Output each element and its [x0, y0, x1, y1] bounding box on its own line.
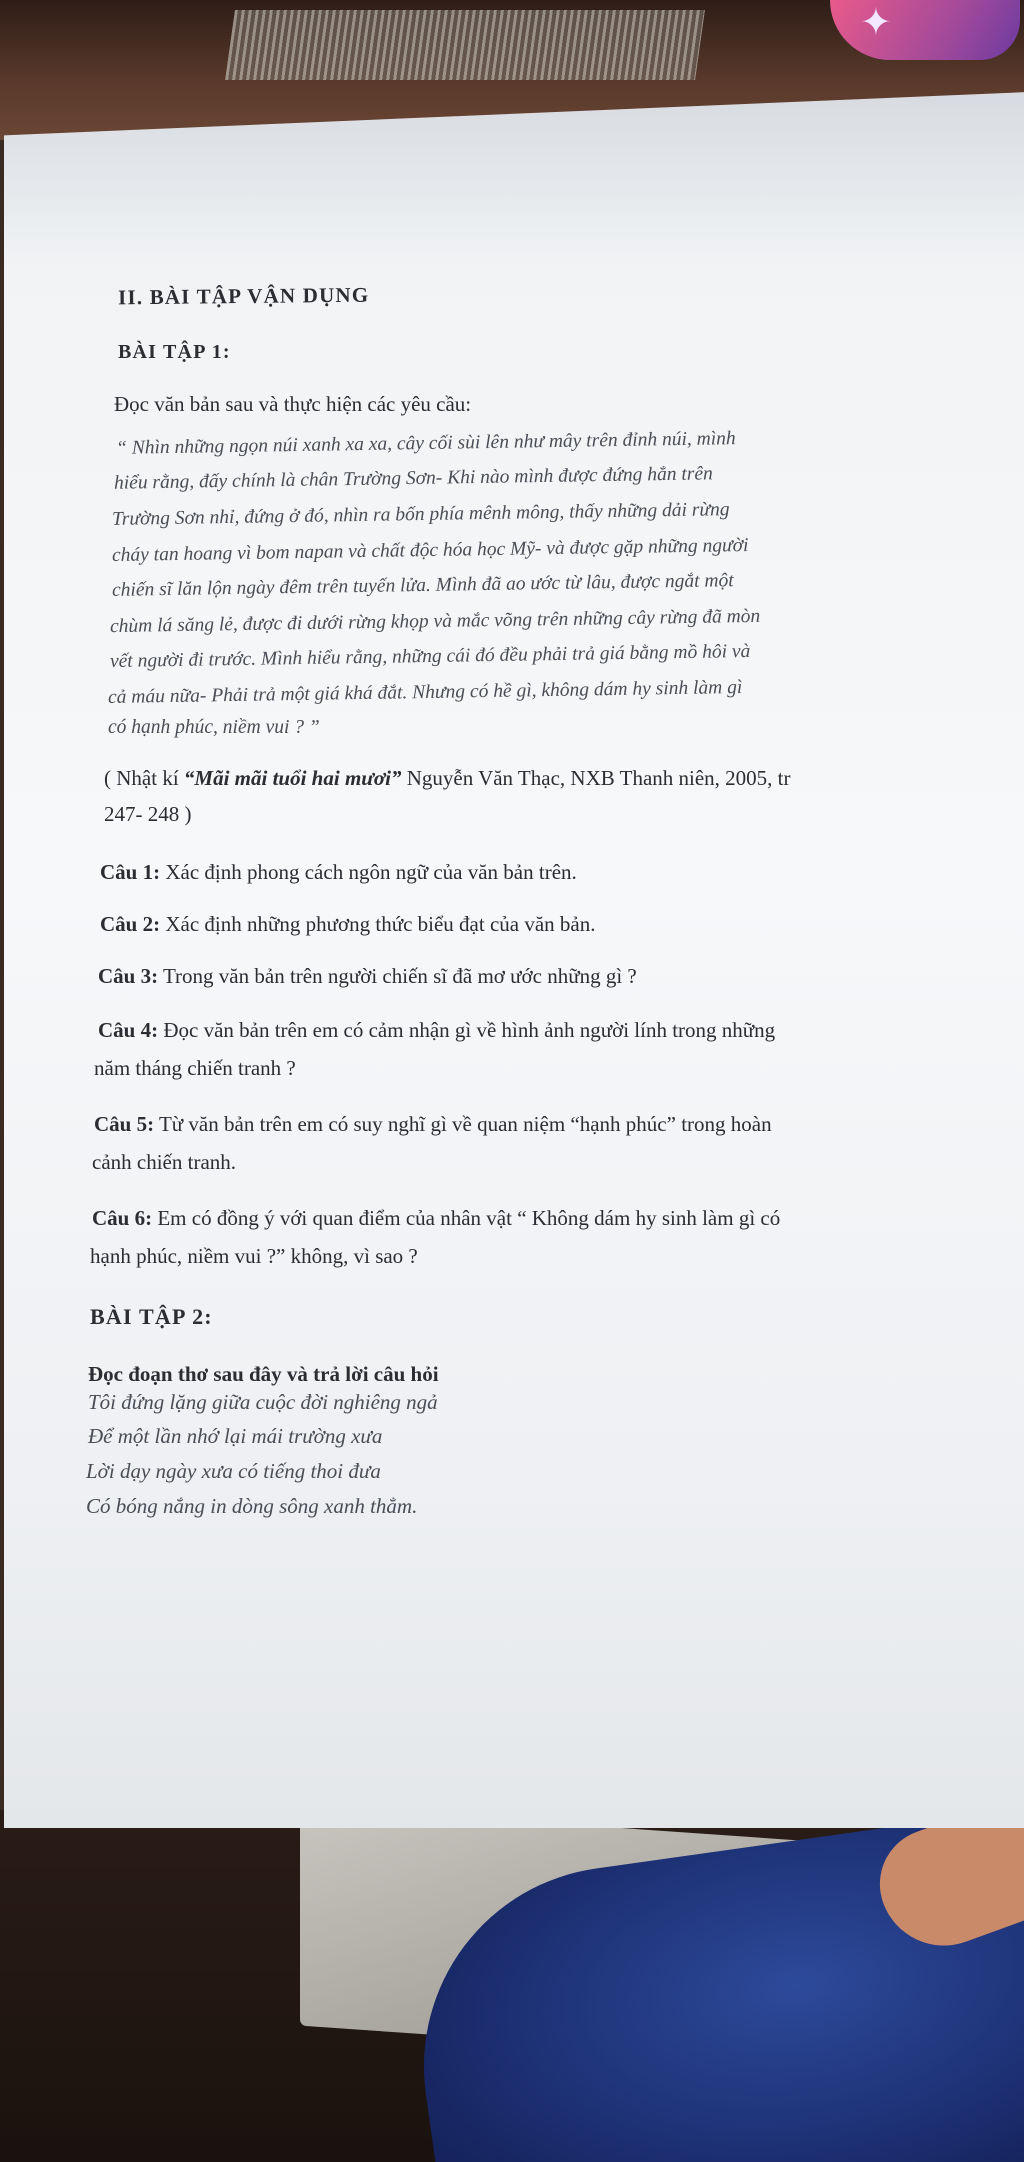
- poem-line: Lời dạy ngày xưa có tiếng thoi đưa: [86, 1459, 381, 1483]
- passage-line: chùm lá săng lẻ, được đi dưới rừng khọp và mắc võng trên những cây rừng đã mòn: [109, 605, 761, 638]
- question-label: Câu 5:: [94, 1112, 155, 1136]
- question-6: [92, 1208, 780, 1229]
- source-citation: [104, 768, 791, 789]
- question-text: Từ văn bản trên em có suy nghĩ gì về quan niệm “hạnh phúc” trong hoàn: [154, 1112, 772, 1136]
- section-title: II. BÀI TẬP VẬN DỤNG: [117, 282, 370, 310]
- question-label: Câu 1:: [100, 860, 161, 884]
- source-prefix: ( Nhật kí: [104, 766, 184, 790]
- question-label: Câu 2:: [100, 912, 161, 936]
- question-text: Em có đồng ý với quan điểm của nhân vật “ Không dám hy sinh làm gì có: [152, 1206, 781, 1230]
- question-text: Trong văn bản trên người chiến sĩ đã mơ ước những gì ?: [158, 964, 637, 988]
- passage-line: có hạnh phúc, niềm vui ? ”: [108, 717, 320, 738]
- question-4: [98, 1020, 775, 1041]
- question-text: Xác định những phương thức biểu đạt của văn bản.: [160, 912, 596, 936]
- source-suffix: Nguyễn Văn Thạc, NXB Thanh niên, 2005, tr: [401, 766, 791, 790]
- question-label: Câu 3:: [98, 964, 159, 988]
- source-pages: 247- 248 ): [104, 802, 192, 826]
- poem-line: Tôi đứng lặng giữa cuộc đời nghiêng ngả: [88, 1390, 438, 1414]
- question-6-continued: hạnh phúc, niềm vui ?” không, vì sao ?: [90, 1244, 418, 1268]
- exercise-2-instruction: Đọc đoạn thơ sau đây và trả lời câu hỏi: [88, 1362, 439, 1386]
- poem-line: Có bóng nắng in dòng sông xanh thẳm.: [86, 1494, 418, 1518]
- passage-line: Trường Sơn nhỉ, đứng ở đó, nhìn ra bốn phía mênh mông, thấy những dải rừng: [111, 499, 730, 530]
- question-text: Xác định phong cách ngôn ngữ của văn bản trên.: [160, 860, 577, 884]
- passage-line: “ Nhìn những ngọn núi xanh xa xa, cây cối sùi lên như mây trên đỉnh núi, mình: [115, 428, 736, 459]
- exercise-1-instruction: Đọc văn bản sau và thực hiện các yêu cầu:: [114, 392, 472, 416]
- question-4-continued: năm tháng chiến tranh ?: [94, 1056, 296, 1080]
- question-label: Câu 6:: [92, 1206, 153, 1230]
- question-1: [100, 862, 577, 883]
- question-label: Câu 4:: [98, 1018, 159, 1042]
- question-2: [100, 914, 596, 935]
- passage-line: hiểu rằng, đấy chính là chân Trường Sơn- Khi nào mình được đứng hẳn trên: [113, 463, 713, 494]
- star-icon: ✦: [860, 2, 892, 44]
- source-title: “Mãi mãi tuổi hai mươi”: [183, 766, 402, 790]
- question-5: [94, 1114, 772, 1135]
- question-5-continued: cảnh chiến tranh.: [92, 1150, 237, 1174]
- passage-line: cháy tan hoang vì bom napan và chất độc hóa học Mỹ- và được gặp những người: [111, 535, 749, 566]
- poem-line: Để một lần nhớ lại mái trường xưa: [88, 1424, 383, 1448]
- question-3: [98, 966, 637, 987]
- question-text: Đọc văn bản trên em có cảm nhận gì về hình ảnh người lính trong những: [158, 1018, 776, 1042]
- passage-line: chiến sĩ lăn lộn ngày đêm trên tuyến lửa. Mình đã ao ước từ lâu, được ngắt một: [111, 570, 734, 601]
- passage-line: cả máu nữa- Phải trả một giá khá đắt. Nhưng có hề gì, không dám hy sinh làm gì: [107, 677, 743, 708]
- exercise-2-title: BÀI TẬP 2:: [90, 1304, 213, 1329]
- passage-line: vết người đi trước. Mình hiểu rằng, những cái đó đều phải trả giá bằng mồ hôi và: [109, 640, 751, 673]
- exercise-1-title: BÀI TẬP 1:: [118, 341, 231, 363]
